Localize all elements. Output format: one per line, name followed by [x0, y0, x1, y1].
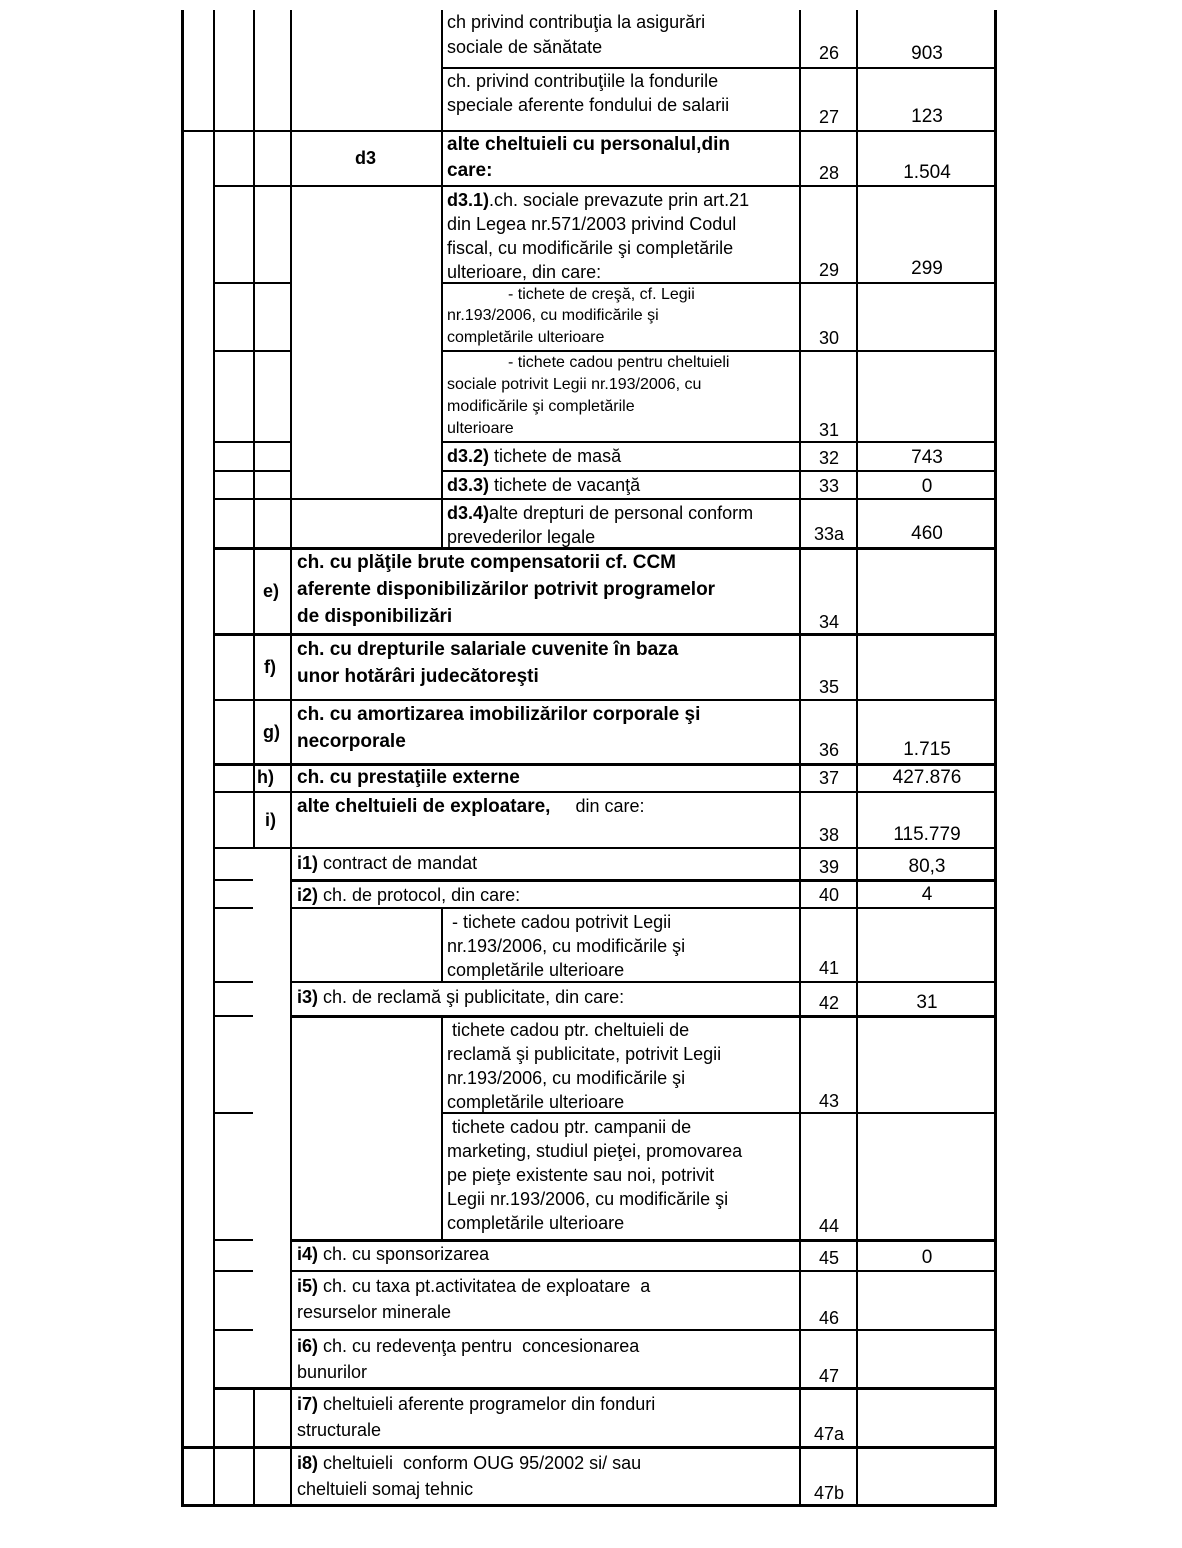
row-36-label: g): [263, 722, 280, 742]
row-30-text-1: - tichete de creşă, cf. Legii: [508, 286, 695, 303]
row-27-code: 27: [818, 107, 840, 127]
row-44-code: 44: [818, 1216, 840, 1236]
row-45-value: 0: [921, 1247, 933, 1268]
row-32-value: 743: [911, 447, 943, 468]
row-36-text-1: ch. cu amortizarea imobilizărilor corporale şi: [297, 704, 701, 725]
row-37-label: h): [257, 767, 274, 787]
row-47-code: 47: [818, 1366, 840, 1386]
row-39-desc: contract de mandat: [318, 853, 478, 873]
row-29-text-3: fiscal, cu modificările şi completările: [447, 238, 734, 258]
row-40-text: [297, 883, 520, 907]
row-33a-line-1: alte drepturi de personal conform: [489, 503, 754, 523]
row-29-code: 29: [818, 260, 840, 280]
row-40-prefix: i2): [297, 885, 319, 905]
row-47b-line-1: cheltuieli conform OUG 95/2002 si/ sau: [318, 1453, 642, 1473]
row-44-text-3: pe pieţe existente sau noi, potrivit: [447, 1165, 715, 1185]
row-26-value: 903: [911, 43, 943, 64]
row-34-label: e): [263, 581, 280, 601]
row-33a-prefix: d3.4): [447, 503, 490, 523]
row-42-value: 31: [916, 992, 938, 1013]
row-26-code: 26: [818, 43, 840, 63]
row-26-text-2: sociale de sănătate: [447, 37, 603, 57]
row-27-text-2: speciale aferente fondului de salarii: [447, 95, 730, 115]
row-38-desc: din care:: [550, 796, 645, 816]
row-38-value: 115.779: [893, 824, 961, 845]
row-39-text: [297, 851, 477, 875]
row-35-label: f): [264, 657, 276, 677]
row-34-text-2: aferente disponibilizărilor potrivit programelor: [297, 579, 716, 600]
row-47b-text-2: cheltuieli somaj tehnic: [297, 1479, 474, 1499]
row-33a-value: 460: [911, 523, 943, 544]
row-39-prefix: i1): [297, 853, 319, 873]
row-47-prefix: i6): [297, 1336, 319, 1356]
row-42-prefix: i3): [297, 987, 319, 1007]
row-29-text-1: [447, 188, 749, 212]
row-32-code: 32: [818, 448, 840, 468]
row-32-desc: tichete de masă: [489, 446, 622, 466]
row-45-code: 45: [818, 1248, 840, 1268]
row-32-text: [447, 444, 621, 468]
row-31-text-2: sociale potrivit Legii nr.193/2006, cu: [447, 376, 702, 393]
row-47a-code: 47a: [813, 1424, 845, 1444]
row-43-code: 43: [818, 1091, 840, 1111]
row-37-text: ch. cu prestaţiile externe: [297, 767, 520, 788]
row-34-code: 34: [818, 612, 840, 632]
row-34-text-1: ch. cu plăţile brute compensatorii cf. CCM: [297, 552, 677, 573]
row-45-desc: ch. cu sponsorizarea: [318, 1244, 490, 1264]
row-43-text-3: nr.193/2006, cu modificările şi: [447, 1068, 686, 1088]
row-47-line-1: ch. cu redevenţa pentru concesionarea: [318, 1336, 640, 1356]
row-29-line-1: .ch. sociale prevazute prin art.21: [489, 190, 750, 210]
row-30-text-2: nr.193/2006, cu modificările şi: [447, 307, 659, 324]
row-29-value: 299: [911, 258, 943, 279]
row-33-value: 0: [921, 476, 933, 497]
row-45-text: [297, 1242, 489, 1266]
row-33-desc: tichete de vacanţă: [489, 475, 641, 495]
row-38-title: alte cheltuieli de exploatare,: [297, 796, 551, 817]
row-35-text-1: ch. cu drepturile salariale cuvenite în baza: [297, 639, 679, 660]
row-41-text-3: completările ulterioare: [447, 960, 625, 980]
row-29-prefix: d3.1): [447, 190, 490, 210]
row-36-value: 1.715: [903, 739, 951, 760]
row-27-value: 123: [911, 106, 943, 127]
row-47a-text-1: [297, 1392, 655, 1416]
row-33a-text-1: [447, 501, 753, 525]
row-42-desc: ch. de reclamă şi publicitate, din care:: [318, 987, 625, 1007]
row-46-code: 46: [818, 1308, 840, 1328]
row-38-text: [297, 794, 644, 819]
row-34-text-3: de disponibilizări: [297, 606, 453, 627]
row-44-text-2: marketing, studiul pieţei, promovarea: [447, 1141, 743, 1161]
row-44-text-4: Legii nr.193/2006, cu modificările şi: [447, 1189, 729, 1209]
row-37-value: 427.876: [892, 767, 962, 788]
row-33-prefix: d3.3): [447, 475, 490, 495]
row-33-code: 33: [818, 476, 840, 496]
row-39-code: 39: [818, 857, 840, 877]
row-43-text-2: reclamă şi publicitate, potrivit Legii: [447, 1044, 722, 1064]
row-36-code: 36: [818, 740, 840, 760]
row-40-value: 4: [921, 884, 933, 905]
row-29-text-4: ulterioare, din care:: [447, 262, 602, 282]
row-41-text-1: - tichete cadou potrivit Legii: [447, 912, 672, 932]
row-28-text-2: care:: [447, 160, 493, 181]
row-42-code: 42: [818, 993, 840, 1013]
row-46-text-1: [297, 1274, 650, 1298]
row-47-text-1: [297, 1334, 639, 1358]
row-35-text-2: unor hotărâri judecătoreşti: [297, 666, 539, 687]
row-46-line-1: ch. cu taxa pt.activitatea de exploatare a: [318, 1276, 651, 1296]
row-31-text-4: ulterioare: [447, 420, 514, 437]
row-43-text-4: completările ulterioare: [447, 1092, 625, 1112]
row-28-value: 1.504: [903, 162, 951, 183]
row-41-code: 41: [818, 958, 840, 978]
row-31-text-3: modificările şi completările: [447, 398, 635, 415]
row-43-text-1: tichete cadou ptr. cheltuieli de: [447, 1020, 690, 1040]
row-47a-prefix: i7): [297, 1394, 319, 1414]
row-40-code: 40: [818, 885, 840, 905]
row-28-text-1: alte cheltuieli cu personalul,din: [447, 134, 730, 155]
row-28-code: 28: [818, 163, 840, 183]
row-26-text-1: ch privind contribuţia la asigurări: [447, 12, 706, 32]
row-45-prefix: i4): [297, 1244, 319, 1264]
row-30-code: 30: [818, 328, 840, 348]
row-29-text-2: din Legea nr.571/2003 privind Codul: [447, 214, 737, 234]
row-47a-text-2: structurale: [297, 1420, 382, 1440]
row-46-prefix: i5): [297, 1276, 319, 1296]
row-40-desc: ch. de protocol, din care:: [318, 885, 521, 905]
row-31-text-1: - tichete cadou pentru cheltuieli: [508, 354, 730, 371]
row-37-code: 37: [818, 768, 840, 788]
row-47a-line-1: cheltuieli aferente programelor din fonduri: [318, 1394, 656, 1414]
row-47-text-2: bunurilor: [297, 1362, 368, 1382]
row-35-code: 35: [818, 677, 840, 697]
row-44-text-1: tichete cadou ptr. campanii de: [447, 1117, 692, 1137]
row-47b-code: 47b: [813, 1483, 845, 1503]
row-41-text-2: nr.193/2006, cu modificările şi: [447, 936, 686, 956]
row-42-text: [297, 985, 624, 1009]
row-46-text-2: resurselor minerale: [297, 1302, 452, 1322]
row-47b-text-1: [297, 1451, 641, 1475]
row-39-value: 80,3: [908, 856, 946, 877]
row-33-text: [447, 473, 640, 497]
row-32-prefix: d3.2): [447, 446, 490, 466]
row-27-text-1: ch. privind contribuţiile la fondurile: [447, 71, 719, 91]
row-30-text-3: completările ulterioare: [447, 329, 605, 346]
row-36-text-2: necorporale: [297, 731, 406, 752]
row-33a-text-2: prevederilor legale: [447, 527, 596, 547]
row-28-label: d3: [355, 148, 377, 168]
row-31-code: 31: [818, 420, 840, 440]
row-33a-code: 33a: [813, 524, 845, 544]
row-38-code: 38: [818, 825, 840, 845]
row-47b-prefix: i8): [297, 1453, 319, 1473]
row-44-text-5: completările ulterioare: [447, 1213, 625, 1233]
row-38-label: i): [265, 810, 276, 830]
